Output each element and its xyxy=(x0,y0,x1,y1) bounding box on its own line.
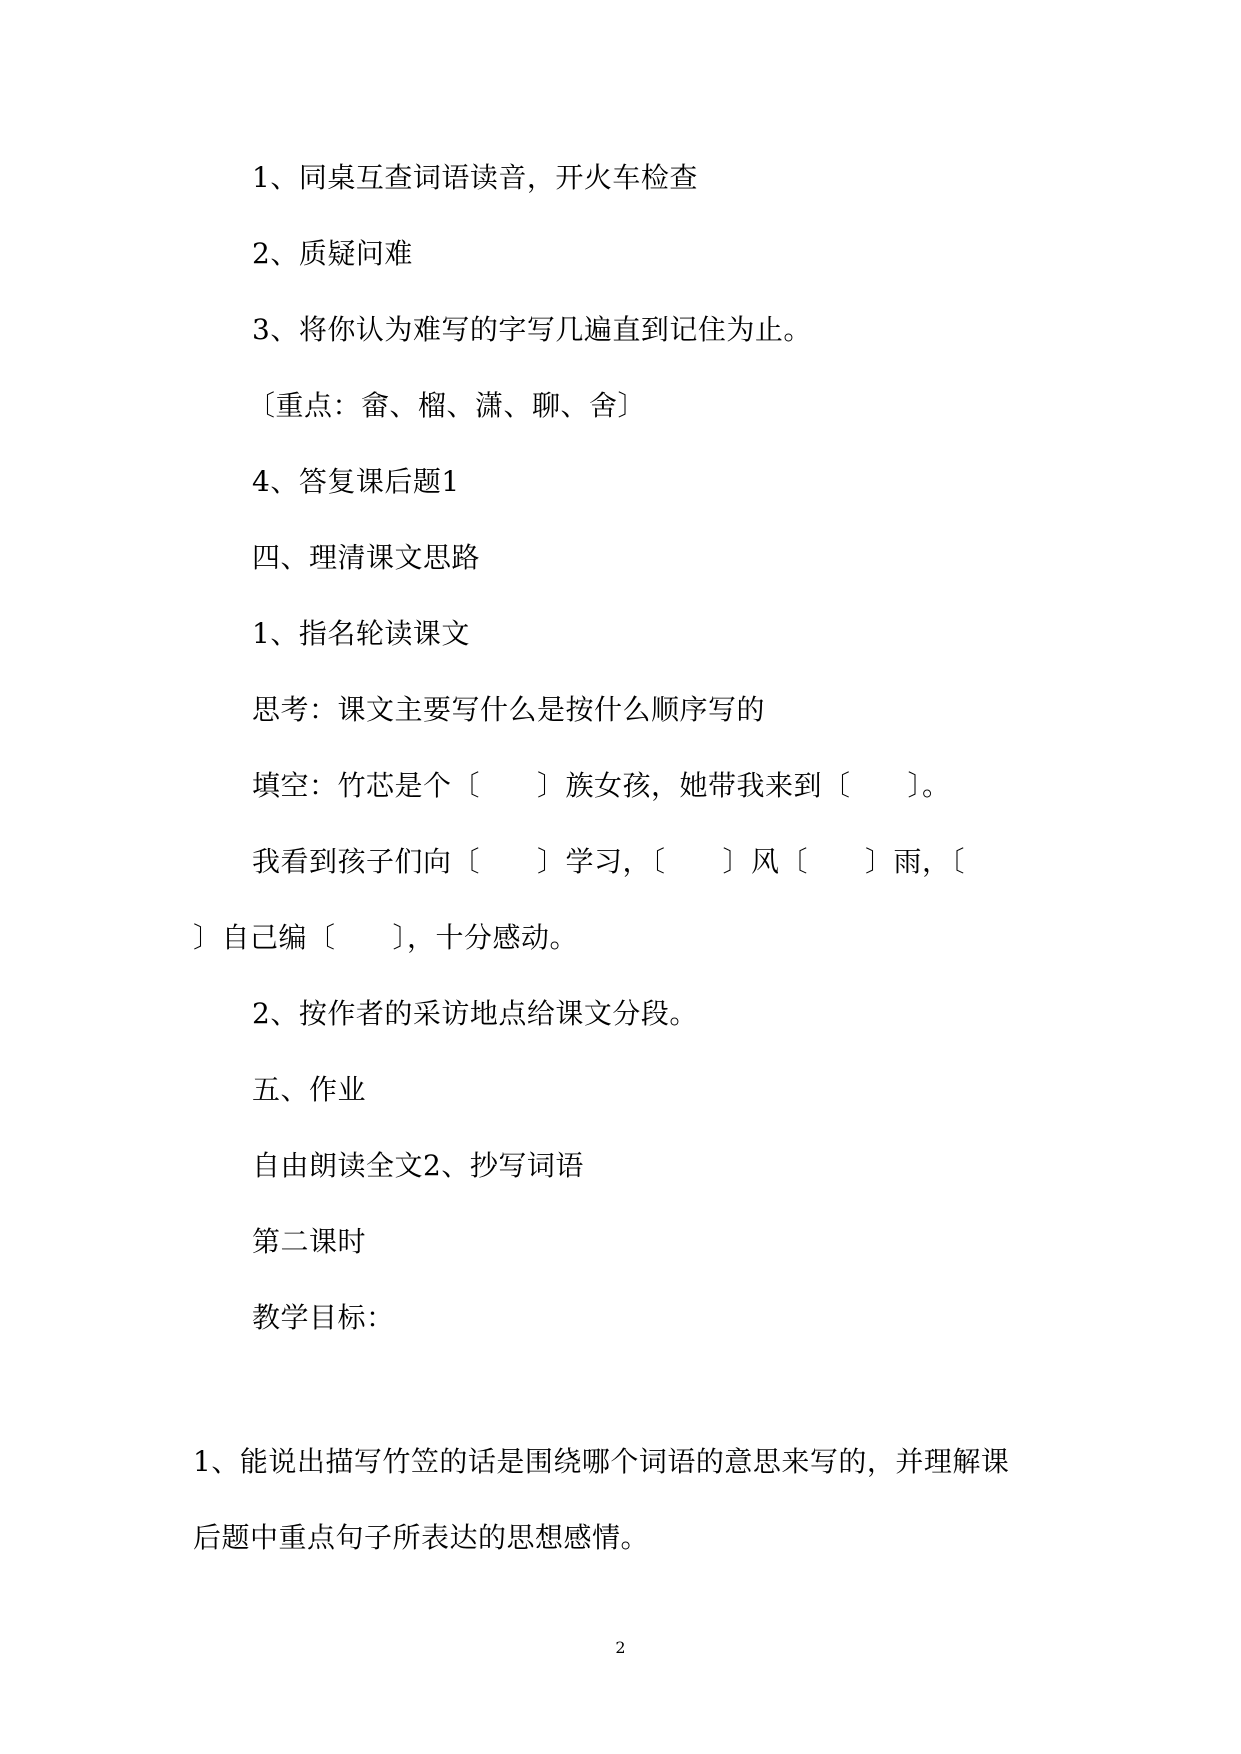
text-line: 自由朗读全文2、抄写词语 xyxy=(252,1149,584,1182)
fill-in-blank-line: 我看到孩子们向〔 〕学习，〔 〕风〔 〕雨，〔 xyxy=(252,845,966,878)
fill-in-blank-line: 填空：竹芯是个〔 〕族女孩，她带我来到〔 〕。 xyxy=(252,769,951,802)
text-line: 〔重点：畲、榴、潇、聊、舍〕 xyxy=(247,389,647,422)
text-line: 2、质疑问难 xyxy=(252,237,413,270)
text-line: 3、将你认为难写的字写几遍直到记住为止。 xyxy=(252,313,812,346)
text-line: 2、按作者的采访地点给课文分段。 xyxy=(252,997,698,1030)
section-heading: 五、作业 xyxy=(252,1073,367,1106)
text-line: 后题中重点句子所表达的思想感情。 xyxy=(193,1521,650,1554)
text-line: 1、指名轮读课文 xyxy=(252,617,470,650)
text-line: 1、能说出描写竹笠的话是围绕哪个词语的意思来写的，并理解课 xyxy=(193,1445,1010,1478)
lesson-heading: 第二课时 xyxy=(252,1225,367,1258)
objectives-heading: 教学目标： xyxy=(252,1301,395,1334)
fill-in-blank-line: 〕自己编〔 〕，十分感动。 xyxy=(193,921,579,954)
text-line: 1、同桌互查词语读音，开火车检查 xyxy=(252,161,698,194)
text-line: 4、答复课后题1 xyxy=(252,465,460,498)
text-line: 思考：课文主要写什么是按什么顺序写的 xyxy=(252,693,766,726)
section-heading: 四、理清课文思路 xyxy=(252,541,481,574)
page-number: 2 xyxy=(615,1638,626,1657)
